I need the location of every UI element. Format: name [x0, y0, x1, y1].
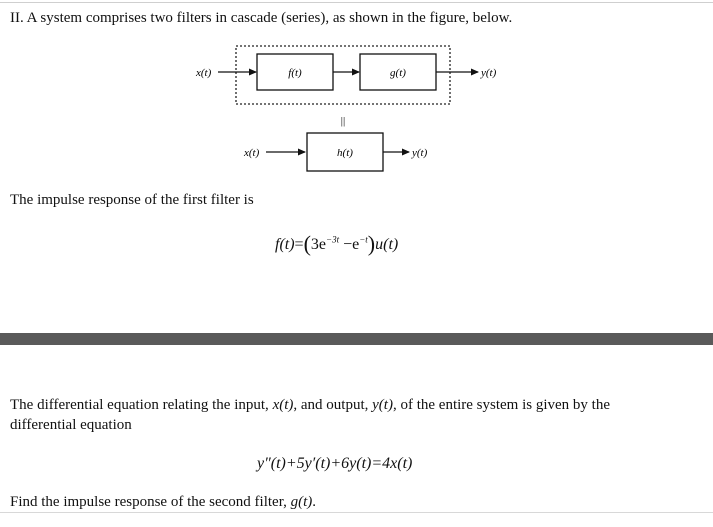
differential-equation: y″(t)+5y′(t)+6y(t)=4x(t)	[257, 455, 413, 472]
diff-eq-intro-line1	[10, 396, 610, 415]
f-equals: =	[294, 236, 304, 253]
diff-eq-intro-a: The differential equation relating the input,	[10, 397, 273, 413]
diff-eq-intro-b: , and output,	[293, 397, 373, 413]
f-coef: 3e	[310, 236, 327, 253]
f-exp-2: −t	[359, 234, 368, 245]
top-rule	[0, 2, 713, 3]
f-step: u(t)	[375, 236, 399, 253]
left-paren: (	[303, 231, 311, 256]
f-lhs: f(t)	[275, 236, 295, 253]
g-box-label: g(t)	[390, 67, 406, 79]
diff-eq-intro-c: , of the entire system is given by the	[392, 397, 611, 413]
section-divider	[0, 333, 713, 345]
find-text: Find the impulse response of the second filter,	[10, 494, 291, 510]
f-equation	[275, 231, 398, 257]
find-period: .	[312, 494, 317, 510]
find-prompt	[10, 493, 316, 512]
bottom-rule	[0, 512, 713, 513]
block-diagram	[0, 40, 713, 175]
h-box-label: h(t)	[337, 147, 353, 159]
f-exp-1: −3t	[326, 234, 340, 245]
find-g: g(t)	[290, 494, 313, 510]
f-minus-e: −e	[343, 236, 360, 253]
top-input-label: x(t)	[196, 67, 212, 79]
diff-eq-intro-y: y(t)	[372, 397, 393, 413]
bottom-input-label: x(t)	[244, 147, 260, 159]
diff-eq-intro-x: x(t)	[272, 397, 294, 413]
bottom-output-label: y(t)	[412, 147, 428, 159]
right-paren: )	[367, 231, 376, 256]
equivalence-mark: ||	[340, 115, 346, 127]
impulse-intro-text: The impulse response of the first filter is	[10, 192, 254, 208]
problem-heading: II. A system comprises two filters in cascade (series), as shown in the figure, below.	[10, 10, 513, 26]
diff-eq-intro-line2: differential equation	[10, 417, 132, 433]
f-box-label: f(t)	[288, 67, 302, 79]
top-output-label: y(t)	[481, 67, 497, 79]
